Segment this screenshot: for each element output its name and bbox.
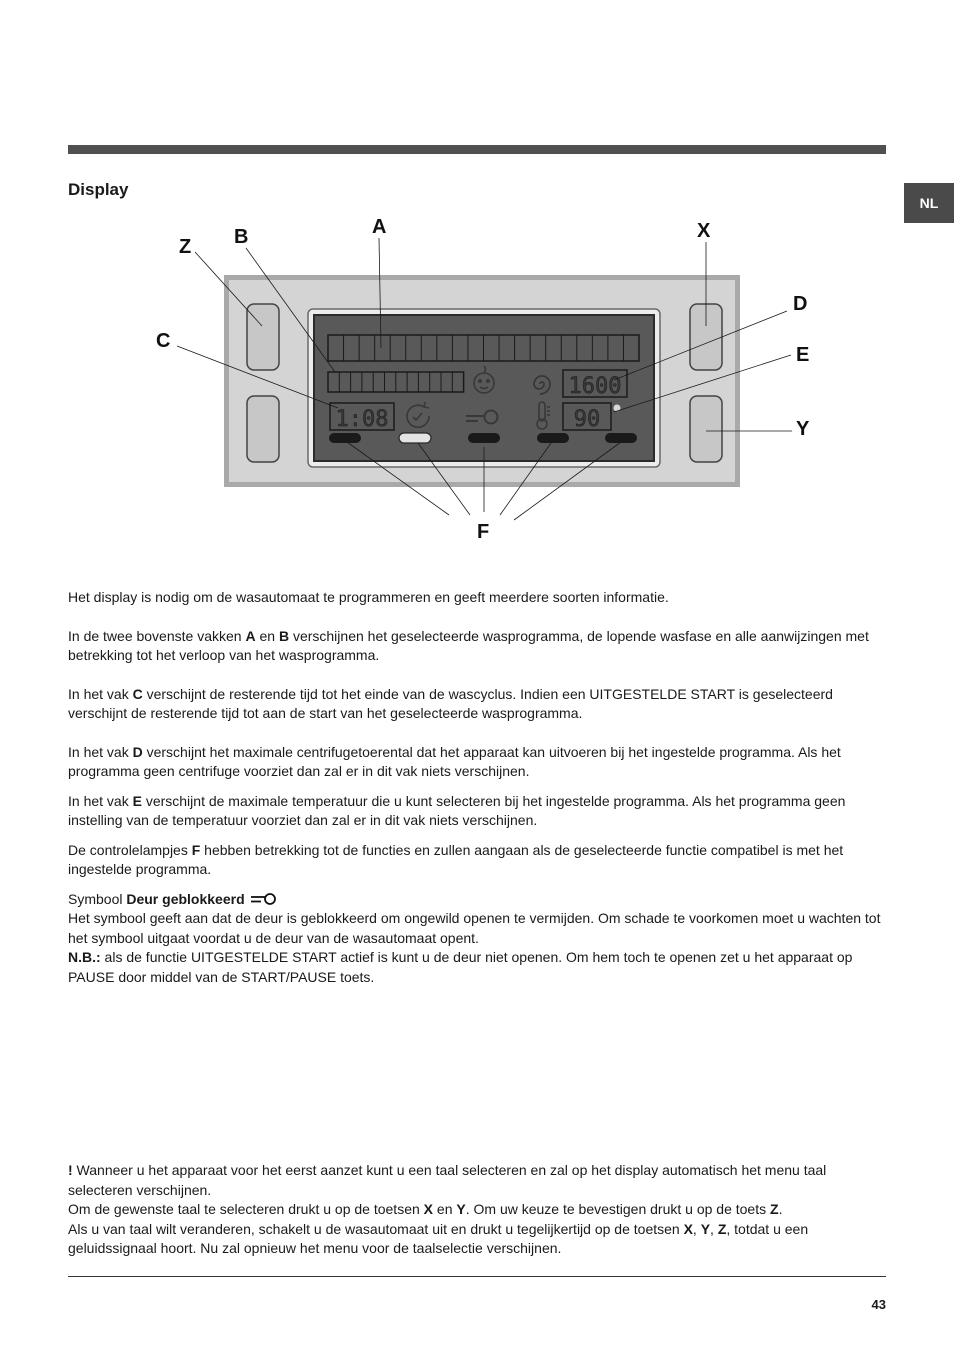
key-icon bbox=[249, 892, 277, 906]
paragraph-5: In het vak E verschijnt de maximale temperatuur die u kunt selecteren bij het ingestelde programma. Als het programma geen instelling van de temperatuur voorziet dan zal er in dit vak niets verschijnen. bbox=[68, 792, 846, 828]
callout-e: E bbox=[796, 344, 810, 366]
language-tab: NL bbox=[904, 183, 954, 223]
warning-mark: ! bbox=[68, 1162, 73, 1178]
section-title: Display bbox=[68, 180, 129, 199]
button-y bbox=[690, 396, 722, 462]
paragraph-2: In de twee bovenste vakken A en B verschijnen het geselecteerde wasprogramma, de lopende wasfase en alle aanwijzingen met betrekking tot het verloop van het wasprogramma. bbox=[68, 627, 869, 663]
button-z bbox=[247, 304, 279, 370]
paragraph-7: Symbool Deur geblokkeerd Het symbool geeft aan dat de deur is geblokkeerd om ongewild openen te vermijden. Om schade te voorkomen moet u wachten tot het symbool uitgaat voordat u de deur van de wasautomaat opent. N.B.: als de functie UITGESTELDE START actief is kunt u de deur niet openen. Om hem toch te openen zet u het apparaat op PAUSE door middel van de START/PAUSE toets. bbox=[68, 890, 881, 985]
button-left-lower bbox=[247, 396, 279, 462]
display-diagram bbox=[0, 210, 954, 550]
note-line-3: Als u van taal wilt veranderen, schakelt u de wasautomaat uit en drukt u tegelijkertijd op de toetsen X, Y, Z, totdat u een geluidssignaal hoort. Nu zal opnieuw het menu voor de taalselectie verschijnen. bbox=[68, 1220, 809, 1256]
callout-f: F bbox=[477, 521, 490, 543]
callout-y: Y bbox=[796, 418, 810, 440]
paragraph-3: In het vak C verschijnt de resterende tijd tot het einde van de wascyclus. Indien een UITGESTELDE START is geselecteerd verschijnt de resterende tijd tot aan de start van het geselecteerde wasprogramma. bbox=[68, 685, 833, 721]
callout-d: D bbox=[793, 293, 808, 315]
lamp-5 bbox=[605, 433, 637, 443]
language-note bbox=[68, 1161, 888, 1259]
lamp-2 bbox=[399, 433, 431, 443]
lamp-1 bbox=[329, 433, 361, 443]
lamp-4 bbox=[537, 433, 569, 443]
body-text bbox=[68, 588, 888, 997]
footer-rule bbox=[68, 1276, 886, 1277]
callout-b: B bbox=[234, 226, 249, 248]
paragraph-1: Het display is nodig om de wasautomaat te programmeren en geeft meerdere soorten informatie. bbox=[68, 589, 669, 605]
paragraph-6: De controlelampjes F hebben betrekking tot de functies en zullen aangaan als de geselecteerde functie compatibel is met het ingestelde programma. bbox=[68, 841, 844, 877]
digits-d: 1600 bbox=[568, 374, 622, 399]
note-line-2: Om de gewenste taal te selecteren drukt u op de toetsen X en Y. Om uw keuze te bevestigen drukt u op de toets Z. bbox=[68, 1201, 783, 1217]
note-line-1: ! Wanneer u het apparaat voor het eerst aanzet kunt u een taal selecteren en zal op het display automatisch het menu taal selecteren verschijnen. bbox=[68, 1162, 827, 1198]
callout-z: Z bbox=[179, 236, 192, 258]
segment-row-a bbox=[328, 335, 639, 361]
page-number: 43 bbox=[871, 1297, 886, 1312]
callout-x: X bbox=[697, 220, 711, 242]
lamp-3 bbox=[468, 433, 500, 443]
callout-a: A bbox=[372, 216, 387, 238]
header-rule bbox=[68, 145, 886, 154]
paragraph-4: In het vak D verschijnt het maximale centrifugetoerental dat het apparaat kan uitvoeren bij het ingestelde programma. Als het programma geen centrifuge voorziet dan zal er in dit vak niets verschijnen. bbox=[68, 743, 841, 779]
digits-e: 90 bbox=[573, 407, 601, 432]
digits-c: 1:08 bbox=[335, 407, 389, 432]
callout-c: C bbox=[156, 330, 171, 352]
